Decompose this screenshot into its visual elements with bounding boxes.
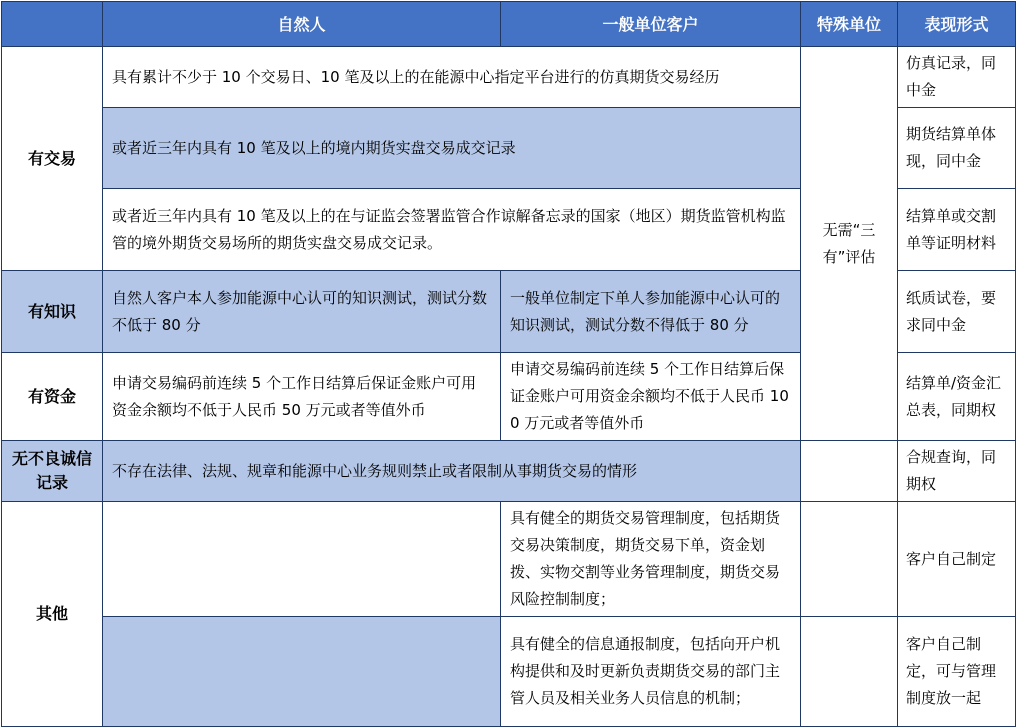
knowledge-form: 纸质试卷，要求同中金 <box>898 271 1016 353</box>
credit-requirement: 不存在法律、法规、规章和能源中心业务规则禁止或者限制从事期货交易的情形 <box>103 441 801 502</box>
header-row <box>2 2 1016 47</box>
special-unit-note: 无需“三有”评估 <box>801 47 898 441</box>
header-general-unit-client: 一般单位客户 <box>501 2 801 47</box>
table-row <box>2 617 1016 727</box>
other-general-management: 具有健全的期货交易管理制度，包括期货交易决策制度，期货交易下单，资金划拨、实物交割等业务管理制度，期货交易风险控制制度； <box>501 502 801 617</box>
header-natural-person: 自然人 <box>103 2 501 47</box>
knowledge-general-unit: 一般单位制定下单人参加能源中心认可的知识测试，测试分数不得低于 80 分 <box>501 271 801 353</box>
capital-general-unit: 申请交易编码前连续 5 个工作日结算后保证金账户可用资金余额均不低于人民币 100 万元或者等值外币 <box>501 353 801 441</box>
capital-form: 结算单/资金汇总表，同期权 <box>898 353 1016 441</box>
other-special-blank-1 <box>801 502 898 617</box>
other-form-notification: 客户自己制定，可与管理制度放一起 <box>898 617 1016 727</box>
table-row <box>2 441 1016 502</box>
other-general-notification: 具有健全的信息通报制度，包括向开户机构提供和及时更新负责期货交易的部门主管人员及相关业务人员信息的机制； <box>501 617 801 727</box>
other-natural-person-blank-2 <box>103 617 501 727</box>
trade-form-simulated: 仿真记录，同中金 <box>898 47 1016 108</box>
capital-natural-person: 申请交易编码前连续 5 个工作日结算后保证金账户可用资金余额均不低于人民币 50 万元或者等值外币 <box>103 353 501 441</box>
row-label-other: 其他 <box>2 502 103 727</box>
trade-form-domestic: 期货结算单体现，同中金 <box>898 108 1016 189</box>
other-natural-person-blank-1 <box>103 502 501 617</box>
knowledge-natural-person: 自然人客户本人参加能源中心认可的知识测试，测试分数不低于 80 分 <box>103 271 501 353</box>
table-row <box>2 502 1016 617</box>
other-special-blank-2 <box>801 617 898 727</box>
trade-requirement-simulated: 具有累计不少于 10 个交易日、10 笔及以上的在能源中心指定平台进行的仿真期货交易经历 <box>103 47 801 108</box>
header-special-unit: 特殊单位 <box>801 2 898 47</box>
trade-requirement-domestic: 或者近三年内具有 10 笔及以上的境内期货实盘交易成交记录 <box>103 108 801 189</box>
row-label-knowledge: 有知识 <box>2 271 103 353</box>
header-blank <box>2 2 103 47</box>
credit-special-blank <box>801 441 898 502</box>
row-label-trade: 有交易 <box>2 47 103 271</box>
credit-form: 合规查询，同期权 <box>898 441 1016 502</box>
other-form-management: 客户自己制定 <box>898 502 1016 617</box>
table-row <box>2 47 1016 108</box>
eligibility-table <box>1 1 1016 727</box>
header-form-of-evidence: 表现形式 <box>898 2 1016 47</box>
trade-form-overseas: 结算单或交割单等证明材料 <box>898 189 1016 271</box>
row-label-credit: 无不良诚信记录 <box>2 441 103 502</box>
trade-requirement-overseas: 或者近三年内具有 10 笔及以上的在与证监会签署监管合作谅解备忘录的国家（地区）期货监管机构监管的境外期货交易场所的期货实盘交易成交记录。 <box>103 189 801 271</box>
row-label-capital: 有资金 <box>2 353 103 441</box>
